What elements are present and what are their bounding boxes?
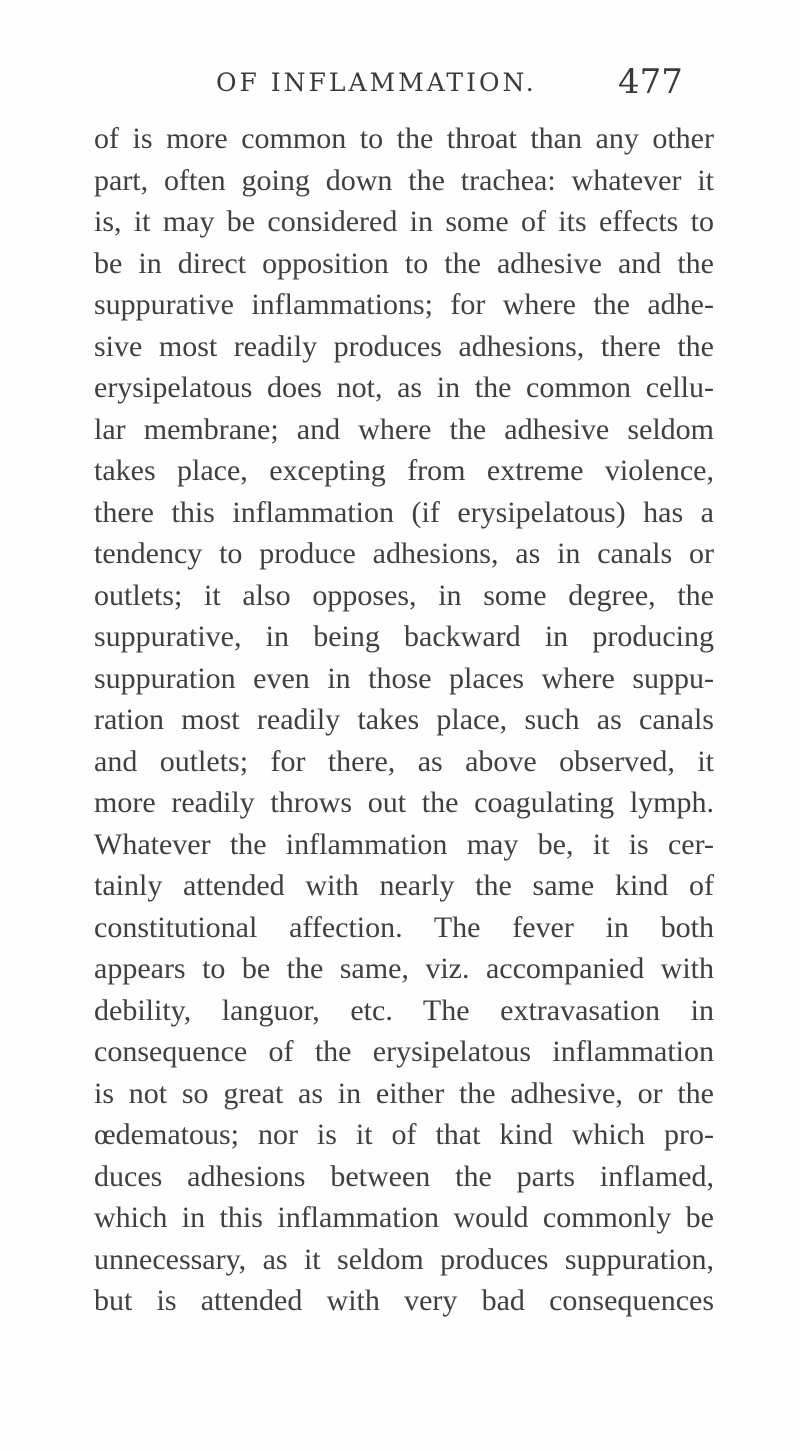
text-line: outlets; it also opposes, in some degree, the [94, 578, 714, 612]
text-line: be in direct opposition to the adhesive and the [94, 246, 714, 280]
text-line: lar membrane; and where the adhesive seldom [94, 412, 714, 446]
body-text [94, 118, 714, 1322]
text-line: tainly attended with nearly the same kind of [94, 869, 714, 902]
text-line: erysipelatous does not, as in the common cellu- [94, 371, 714, 404]
text-line: Whatever the inflammation may be, it is cer- [94, 827, 714, 861]
text-line: constitutional affection. The fever in both [94, 910, 714, 944]
page-number: 477 [618, 62, 683, 102]
text-line: suppuration even in those places where suppu- [94, 661, 714, 695]
text-line: takes place, excepting from extreme violence, [94, 454, 714, 487]
text-line: is, it may be considered in some of its effects to [94, 205, 714, 238]
text-line: but is attended with very bad consequences [94, 1284, 714, 1317]
text-line: ration most readily takes place, such as canals [94, 703, 714, 736]
text-line: is not so great as in either the adhesive, or the [94, 1076, 714, 1110]
text-line: suppurative inflammations; for where the adhe- [94, 288, 714, 321]
text-line: which in this inflammation would commonly be [94, 1201, 714, 1234]
text-line: there this inflammation (if erysipelatous) has a [94, 495, 714, 529]
text-line: consequence of the erysipelatous inflammation [94, 1035, 714, 1068]
text-line: part, often going down the trachea: whatever it [94, 163, 714, 197]
text-line: sive most readily produces adhesions, there the [94, 329, 714, 363]
text-line: of is more common to the throat than any other [94, 122, 714, 155]
text-line: debility, languor, etc. The extravasation in [94, 993, 714, 1027]
text-line: appears to be the same, viz. accompanied with [94, 952, 714, 985]
running-header [0, 62, 800, 102]
text-line: tendency to produce adhesions, as in canals or [94, 537, 714, 570]
running-title: OF INFLAMMATION. [216, 68, 537, 97]
text-line: suppurative, in being backward in producing [94, 620, 714, 653]
text-line: duces adhesions between the parts inflamed, [94, 1159, 714, 1193]
text-line: œdematous; nor is it of that kind which pro- [94, 1118, 714, 1151]
text-line: and outlets; for there, as above observed, it [94, 744, 714, 778]
text-line: unnecessary, as it seldom produces suppuration, [94, 1242, 714, 1276]
text-line: more readily throws out the coagulating lymph. [94, 786, 714, 819]
